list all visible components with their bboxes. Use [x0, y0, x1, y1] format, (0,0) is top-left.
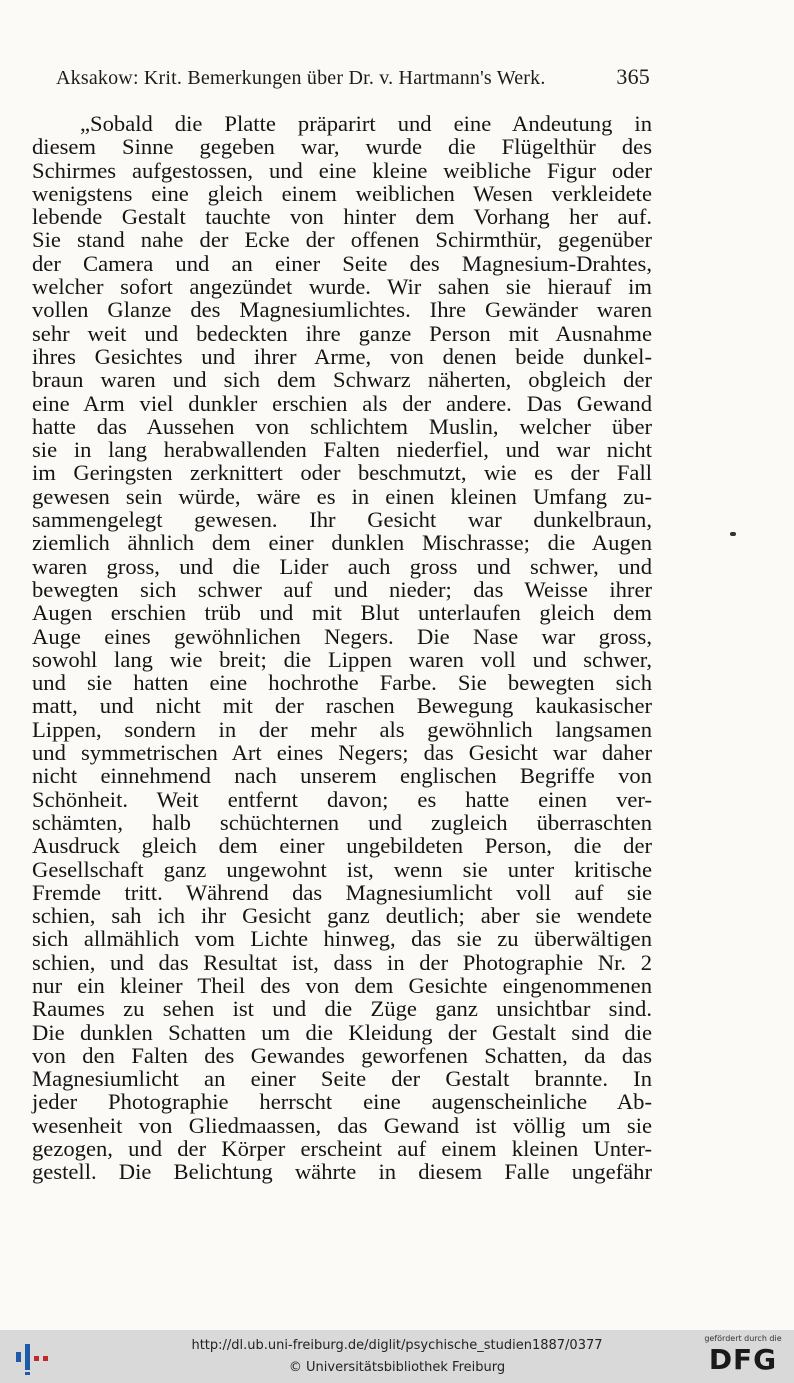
dfg-logo-text: DFG [708, 1343, 778, 1376]
text-line: der Camera und an einer Seite des Magnesium-Drahtes, [32, 250, 652, 276]
text-line: und symmetrischen Art eines Negers; das Gesicht war daher [32, 740, 652, 766]
page-number: 365 [616, 64, 650, 89]
text-line: Magnesiumlicht an einer Seite der Gestalt brannte. In [32, 1066, 652, 1092]
text-line: Raumes zu sehen ist und die Züge ganz unsichtbar sind. [32, 996, 652, 1022]
text-line: schien, sah ich ihr Gesicht ganz deutlich; aber sie wendete [32, 903, 652, 929]
text-line: welcher sofort angezündet wurde. Wir sahen sie hierauf im [32, 274, 652, 300]
funding-note: gefördert durch die [704, 1334, 782, 1343]
text-line: Schirmes aufgestossen, und eine kleine weibliche Figur oder [32, 157, 652, 183]
text-line: Fremde tritt. Während das Magnesiumlicht voll auf sie [32, 879, 652, 905]
text-line: Lippen, sondern in der mehr als gewöhnlich langsamen [32, 716, 652, 742]
text-line: sowohl lang wie breit; die Lippen waren voll und schwer, [32, 646, 652, 672]
text-line: Gesellschaft ganz ungewohnt ist, wenn sie unter kritische [32, 856, 652, 882]
text-line: schien, und das Resultat ist, dass in der Photographie Nr. 2 [32, 949, 652, 975]
dfg-logo [700, 1334, 786, 1380]
text-line: lebende Gestalt tauchte von hinter dem Vorhang her auf. [32, 204, 652, 230]
text-line: gewesen sein würde, wäre es in einen kleinen Umfang zu- [32, 483, 652, 509]
copyright-notice: © Universitätsbibliothek Freiburg [288, 1360, 506, 1375]
source-url-link[interactable]: http://dl.ub.uni-freiburg.de/diglit/psychische_studien1887/0377 [191, 1338, 603, 1353]
running-title: Aksakow: Krit. Bemerkungen über Dr. v. Hartmann's Werk. [56, 67, 546, 89]
text-line: Auge eines gewöhnlichen Negers. Die Nase war gross, [32, 623, 652, 649]
text-line: gezogen, und der Körper erscheint auf einem kleinen Unter- [32, 1136, 652, 1162]
text-line: Schönheit. Weit entfernt davon; es hatte einen ver- [32, 786, 652, 812]
running-header [56, 64, 650, 90]
text-line: sie in lang herabwallenden Falten niederfiel, und war nicht [32, 437, 652, 463]
text-line: gestell. Die Belichtung währte in diesem Falle ungefähr [32, 1159, 652, 1185]
text-line: nur ein kleiner Theil des von dem Gesichte eingenommenen [32, 972, 652, 998]
text-line: und sie hatten eine hochrothe Farbe. Sie bewegten sich [32, 670, 652, 696]
ink-speck [730, 532, 736, 536]
text-line: ziemlich ähnlich dem einer dunklen Mischrasse; die Augen [32, 530, 652, 556]
text-line: vollen Glanze des Magnesiumlichtes. Ihre Gewänder waren [32, 297, 652, 323]
text-line: sammengelegt gewesen. Ihr Gesicht war dunkelbraun, [32, 507, 652, 533]
text-line: ihres Gesichtes und ihrer Arme, von denen beide dunkel- [32, 343, 652, 369]
text-line: matt, und nicht mit der raschen Bewegung kaukasischer [32, 693, 652, 719]
footer-bar [0, 1330, 794, 1383]
text-line: waren gross, und die Lider auch gross und schwer, und [32, 553, 652, 579]
text-line: braun waren und sich dem Schwarz näherten, obgleich der [32, 367, 652, 393]
text-line: wenigstens eine gleich einem weiblichen Wesen verkleidete [32, 180, 652, 206]
text-line: Die dunklen Schatten um die Kleidung der Gestalt sind die [32, 1019, 652, 1045]
text-line: jeder Photographie herrscht eine augenscheinliche Ab- [32, 1089, 652, 1115]
text-line: Sie stand nahe der Ecke der offenen Schirmthür, gegenüber [32, 227, 652, 253]
text-line: hatte das Aussehen von schlichtem Muslin, welcher über [32, 413, 652, 439]
text-line: eine Arm viel dunkler erschien als der andere. Das Gewand [32, 390, 652, 416]
text-line: schämten, halb schüchternen und zugleich überraschten [32, 809, 652, 835]
text-line: sehr weit und bedeckten ihre ganze Person mit Ausnahme [32, 320, 652, 346]
text-line: sich allmählich vom Lichte hinweg, das sie zu überwältigen [32, 926, 652, 952]
text-line: bewegten sich schwer auf und nieder; das Weisse ihrer [32, 576, 652, 602]
text-line: Ausdruck gleich dem einer ungebildeten Person, die der [32, 833, 652, 859]
body-text [32, 112, 652, 1184]
text-line: im Geringsten zerknittert oder beschmutzt, wie es der Fall [32, 460, 652, 486]
text-line: nicht einnehmend nach unserem englischen Begriffe von [32, 763, 652, 789]
text-line: Augen erschien trüb und mit Blut unterlaufen gleich dem [32, 600, 652, 626]
text-line: diesem Sinne gegeben war, wurde die Flügelthür des [32, 134, 652, 160]
text-line: „Sobald die Platte präparirt und eine Andeutung in [80, 111, 652, 136]
text-line: wesenheit von Gliedmaassen, das Gewand ist völlig um sie [32, 1112, 652, 1138]
text-line: von den Falten des Gewandes geworfenen Schatten, da das [32, 1042, 652, 1068]
